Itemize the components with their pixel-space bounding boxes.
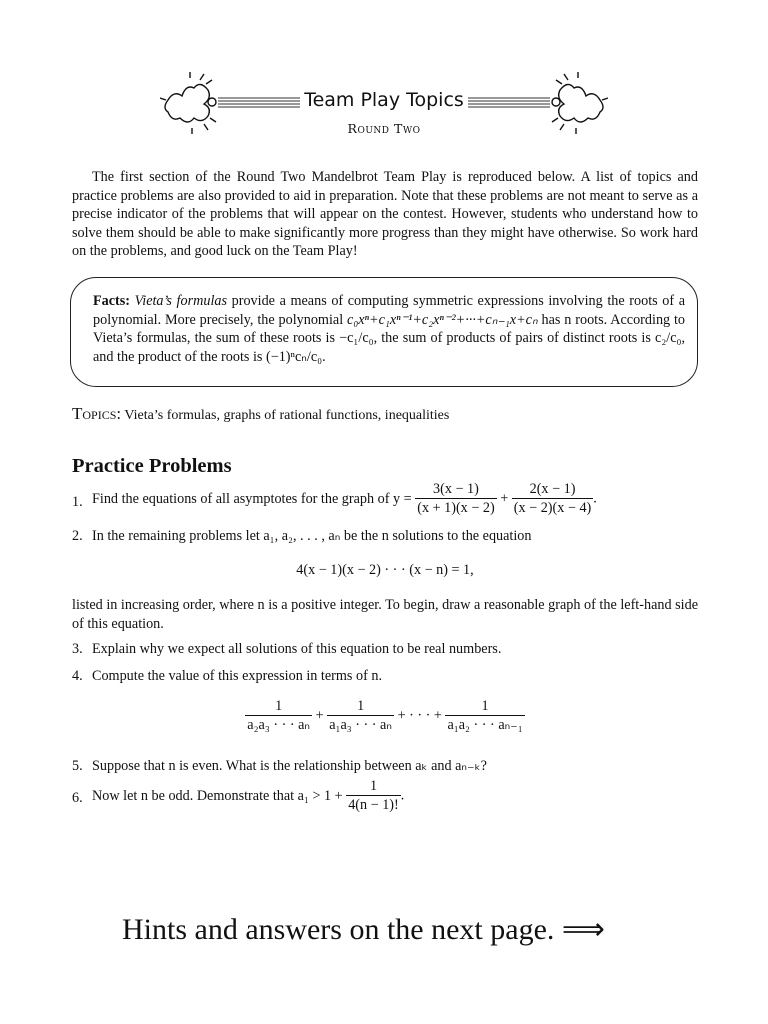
facts-label: Facts: xyxy=(93,293,131,309)
facts-text xyxy=(93,292,685,366)
topics-label: Topics: xyxy=(72,404,122,423)
practice-heading: Practice Problems xyxy=(72,455,232,477)
facts-polynomial: c₀xⁿ+c₁xⁿ⁻¹+c₂xⁿ⁻²+···+cₙ₋₁x+cₙ xyxy=(347,311,538,328)
problem-text: Explain why we expect all solutions of this equation to be real numbers. xyxy=(92,641,502,657)
problem-number: 2. xyxy=(72,528,83,544)
fraction: $\frac{2(x - 1)}{(x - 2)(x - 4)}$ xyxy=(513,481,592,516)
problem-number: 5. xyxy=(72,758,83,774)
intro-paragraph: The first section of the Round Two Mandelbrot Team Play is reproduced below. A list of topics and practice problems are also provided to aid in preparation. Note that these problems are not meant to serve as a precise indicator of the problems that will appear on the contest. However, students who understand how to solve them should be able to make significantly more progress than they might have otherwise. So work hard on the problems, and good luck on the Team Play! xyxy=(72,169,698,260)
sum-expression: $\frac{1}{\text{a₂a₃ · · · aₙ}}$ + $\frac{1}{\text{a₁a₃ · · · aₙ}}$ + · · · + $\frac{1}{\text{a₁a₂ · · · aₙ₋₁}}$ xyxy=(247,698,523,733)
problem-text: In the remaining problems let a₁, a₂, . . . , aₙ be the n solutions to the equation xyxy=(92,528,532,544)
footer-note: Hints and answers on the next page. ⟹ xyxy=(122,913,605,946)
equation: 4(x − 1)(x − 2) · · · (x − n) = 1, xyxy=(296,562,474,578)
problem-text: Now let n be odd. Demonstrate that a₁ > 1 + xyxy=(92,787,343,804)
problem-text: Suppose that n is even. What is the relationship between aₖ and aₙ₋ₖ? xyxy=(92,758,487,774)
facts-term: Vieta’s formulas xyxy=(134,293,228,309)
problem-number: 4. xyxy=(72,668,83,684)
problem-continuation: listed in increasing order, where n is a positive integer. To begin, draw a reasonable graph of the left-hand side of this equation. xyxy=(72,597,698,632)
page-title: Team Play Topics xyxy=(304,89,464,111)
topics-text: Vieta’s formulas, graphs of rational functions, inequalities xyxy=(124,408,450,423)
fraction: $\frac{1}{\text{a₁a₃ · · · aₙ}}$ xyxy=(329,698,393,733)
facts-text-1: provide a means of computing symmetric expressions involving the roots of a polynomial. More precisely, the polynomial xyxy=(93,293,685,328)
fraction: $\frac{1}{\text{a₂a₃ · · · aₙ}}$ xyxy=(247,698,311,733)
facts-text-2: has n roots. According to Vieta’s formulas, the sum of these roots is −c₁/c₀, the sum of products of pairs of distinct roots is c₂/c₀, and the product of the roots is (−1)ⁿcₙ/c₀. xyxy=(93,311,686,365)
problem-number: 1. xyxy=(72,494,83,510)
problem-number: 3. xyxy=(72,641,83,657)
header-banner xyxy=(160,68,608,140)
fraction: $\frac{1}{4(n - 1)!}$ xyxy=(348,778,399,813)
problem-text: Find the equations of all asymptotes for the graph of y = xyxy=(92,490,412,507)
problem-number: 6. xyxy=(72,790,83,806)
topics-line xyxy=(72,404,449,424)
page-subtitle: Round Two xyxy=(347,121,421,136)
problem-text: Compute the value of this expression in terms of n. xyxy=(92,668,383,684)
fraction: $\frac{1}{\text{a₁a₂ · · · aₙ₋₁}}$ xyxy=(447,698,523,733)
fraction: $\frac{3(x - 1)}{(x + 1)(x - 2)}$ xyxy=(417,481,495,516)
